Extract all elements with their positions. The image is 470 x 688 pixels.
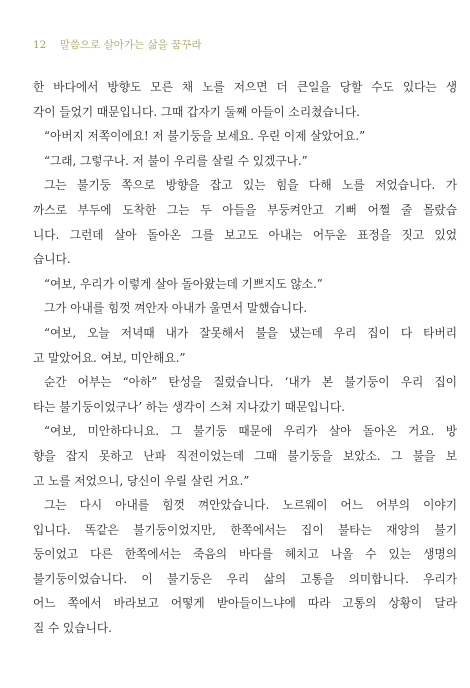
text-line: “여보, 우리가 이렇게 살아 돌아왔는데 기쁘지도 않소.” — [44, 276, 323, 291]
text-line: 그가 아내를 힘껏 껴안자 아내가 울면서 말했습니다. — [44, 301, 308, 316]
text-line: “여보, 미안하다니요. 그 불기둥 때문에 우리가 살아 돌아온 거요. 방 — [44, 424, 457, 439]
text-line: 입니다. 똑같은 불기둥이었지만, 한쪽에서는 집이 불타는 재앙의 불기 — [33, 522, 457, 537]
text-line: 불기둥이었습니다. 이 불기둥은 우리 삶의 고통을 의미합니다. 우리가 — [33, 571, 457, 586]
text-line: 고 말았어요. 여보, 미안해요.” — [33, 350, 186, 365]
body-text — [33, 75, 457, 641]
text-line: “여보, 오늘 저녁때 내가 잘못해서 불을 냈는데 우리 집이 다 타버리 — [44, 325, 457, 340]
text-line: 각이 들었기 때문입니다. 그때 갑자기 둘째 아들이 소리쳤습니다. — [33, 104, 360, 119]
page-number: 12 — [33, 39, 47, 51]
text-line: 고 노를 저었으니, 당신이 우릴 살린 거요.” — [33, 473, 250, 488]
text-line: “그래, 그렇구나. 저 불이 우리를 살릴 수 있겠구나.” — [44, 153, 308, 168]
running-header — [33, 38, 202, 52]
text-line: “아버지 저쪽이에요! 저 불기둥을 보세요. 우린 이제 살았어요.” — [44, 129, 366, 144]
text-line: 니다. 그런데 살아 돌아온 그를 보고도 아내는 어두운 표정을 짓고 있었 — [33, 227, 457, 242]
text-line: 습니다. — [33, 252, 71, 267]
text-line: 한 바다에서 방향도 모른 채 노를 저으면 더 큰일을 당할 수도 있다는 생 — [33, 80, 457, 94]
text-line: 순간 어부는 “아하” 탄성을 질렀습니다. ‘내가 본 불기둥이 우리 집이 — [44, 375, 457, 390]
text-line: 둥이었고 다른 한쪽에서는 죽음의 바다를 헤치고 나올 수 있는 생명의 — [33, 547, 457, 562]
running-title: 말씀으로 살아가는 삶을 꿈꾸라 — [59, 39, 202, 51]
text-line: 까스로 부두에 도착한 그는 두 아들을 부둥켜안고 기뻐 어쩔 줄 몰랐습 — [33, 202, 457, 217]
text-line: 질 수 있습니다. — [33, 621, 112, 636]
text-line: 그는 다시 아내를 힘껏 껴안았습니다. 노르웨이 어느 어부의 이야기 — [44, 498, 457, 513]
text-line: 어느 쪽에서 바라보고 어떻게 받아들이느냐에 따라 고통의 상황이 달라 — [33, 596, 457, 611]
text-line: 타는 불기둥이었구나’ 하는 생각이 스쳐 지나갔기 때문입니다. — [33, 399, 345, 414]
text-line: 향을 잡지 못하고 난파 직전이었는데 그때 불기둥을 보았소. 그 불을 보 — [33, 448, 457, 463]
text-line: 그는 불기둥 쪽으로 방향을 잡고 있는 힘을 다해 노를 저었습니다. 가 — [44, 178, 457, 193]
